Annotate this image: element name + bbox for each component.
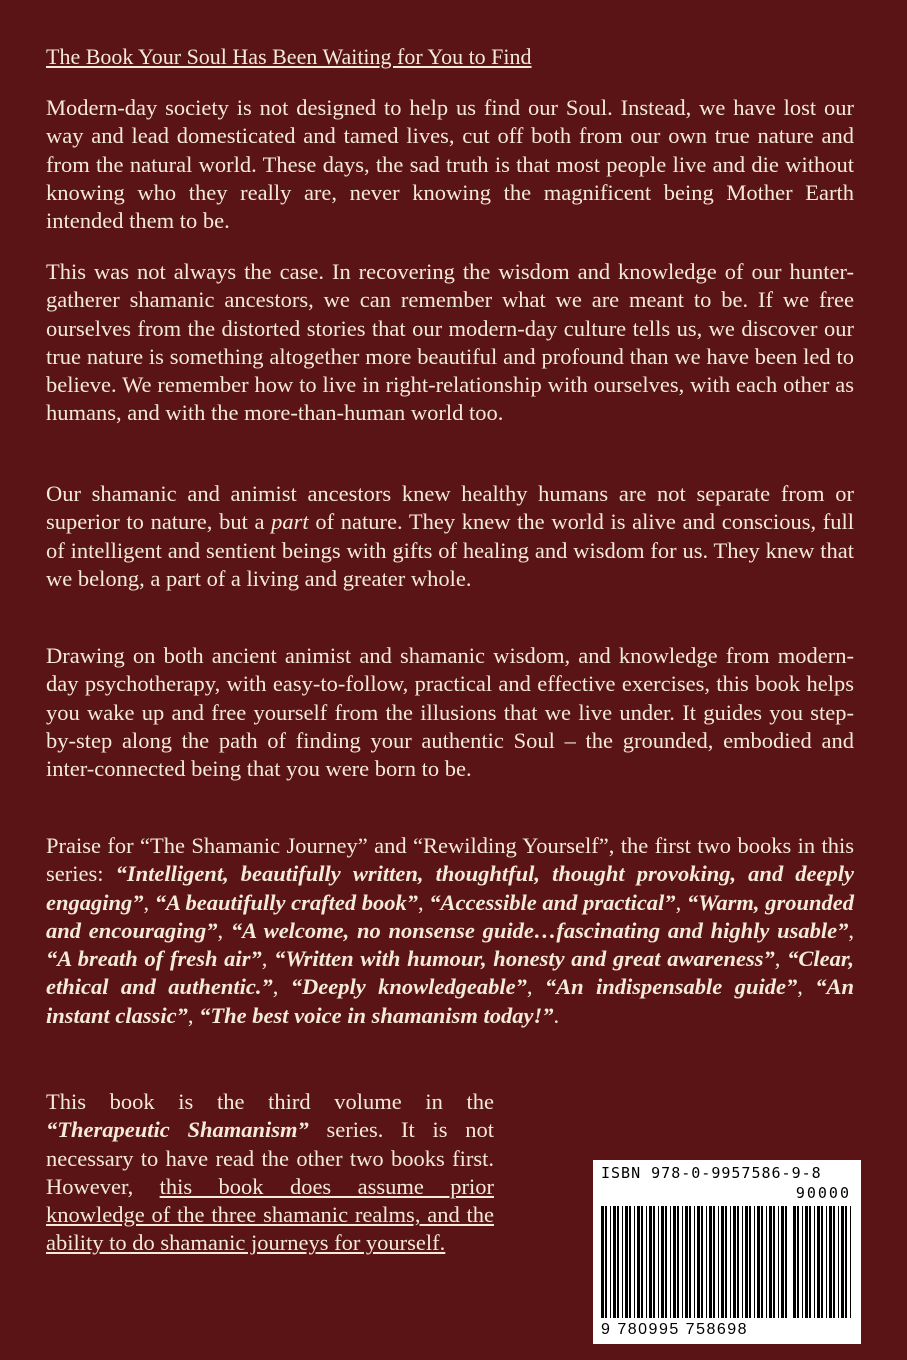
barcode-addon-bars — [793, 1206, 851, 1318]
barcode-bar — [814, 1206, 815, 1318]
barcode-bar — [817, 1206, 820, 1318]
paragraph-ancestors: This was not always the case. In recovering the wisdom and knowledge of our hunter-gatherer shamanic ancestors, we can remember what we are meant to be. If we free ourselves from the distorted stories that our modern-day culture tells us, we discover our true nature is something altogether more beautiful and profound than we have been led to believe. We remember how to live in right-relationship with ourselves, with each other as humans, and with the more-than-human world too. — [46, 259, 854, 426]
barcode-bar — [749, 1206, 751, 1318]
barcode-bar — [733, 1206, 736, 1318]
isbn-label: ISBN 978-0-9957586-9-8 — [601, 1164, 822, 1182]
praise-separator: . — [553, 1002, 560, 1028]
barcode-bar — [769, 1206, 772, 1318]
praise-quote: “Written with humour, honesty and great awareness” — [274, 946, 775, 972]
praise-separator: , — [774, 946, 788, 972]
barcode-bar — [821, 1206, 823, 1318]
barcode-bar — [709, 1206, 712, 1318]
barcode-bar — [629, 1206, 631, 1318]
barcode-bar — [742, 1206, 743, 1318]
praise-quote: “A beautifully crafted book” — [154, 889, 418, 915]
paragraph-book-summary: Drawing on both ancient animist and shamanic wisdom, and knowledge from modern-day psychotherapy, with easy-to-follow, practical and effective exercises, this book helps you wake up and free yourself from the illusions that we live under. It guides you step-by-step along the path of finding your authentic Soul – the grounded, embodied and inter-connected being that you were born to be. — [46, 643, 854, 782]
praise-separator: , — [217, 917, 231, 943]
barcode-bar — [641, 1206, 643, 1318]
barcode-bar — [718, 1206, 719, 1318]
paragraph-intro: Modern-day society is not designed to help us find our Soul. Instead, we have lost our way and lead domesticated and tamed lives, cut off both from our own true nature and from the natural world. These days, the sad truth is that most people live and die without knowing who they really are, never knowing the magnificent being Mother Earth intended them to be. — [46, 95, 854, 234]
price-code: 90000 — [795, 1184, 851, 1202]
barcode-bar — [613, 1206, 616, 1318]
barcode-bar — [773, 1206, 775, 1318]
praise-separator: , — [418, 889, 430, 915]
praise-quote: “A welcome, no nonsense guide…fascinating and highly usable” — [230, 917, 849, 943]
p3-after: of nature. They knew the world is alive and conscious, full of intelligent and sentient beings with gifts of healing and wisdom for us. They knew that we belong, a part of a living and greater whole. — [46, 509, 855, 591]
paragraph-praise — [46, 832, 854, 1030]
barcode-bar — [829, 1206, 832, 1318]
barcode-bar — [754, 1206, 755, 1318]
barcode-bar — [761, 1206, 763, 1318]
barcode-bars — [601, 1206, 787, 1318]
page-title: The Book Your Soul Has Been Waiting for You to Find — [46, 44, 532, 69]
barcode-bar — [617, 1206, 619, 1318]
praise-quote: “An instant classic” — [46, 974, 855, 1028]
barcode-bar — [757, 1206, 760, 1318]
barcode-bar — [809, 1206, 811, 1318]
barcode-bar — [658, 1206, 659, 1318]
barcode-bar — [605, 1206, 607, 1318]
barcode-bar — [781, 1206, 784, 1318]
barcode-bar — [838, 1206, 839, 1318]
praise-separator: , — [526, 974, 545, 1000]
barcode-bar — [725, 1206, 727, 1318]
barcode-bar — [778, 1206, 779, 1318]
isbn-digits: 9 780995 758698 — [601, 1321, 749, 1338]
barcode-bar — [745, 1206, 748, 1318]
barcode-bar — [637, 1206, 640, 1318]
barcode-bar — [646, 1206, 647, 1318]
barcode-bar — [841, 1206, 844, 1318]
barcode-bar — [685, 1206, 688, 1318]
barcode-bar — [697, 1206, 700, 1318]
barcode-bar — [730, 1206, 731, 1318]
praise-quote: “Warm, grounded and encouraging” — [46, 889, 854, 943]
barcode-bar — [622, 1206, 623, 1318]
barcode-bar — [793, 1206, 796, 1318]
volume-b: series. It is not necessary to have read the other two books first. However, — [46, 1117, 494, 1199]
barcode-bar — [682, 1206, 683, 1318]
p3-before: Our shamanic and animist ancestors knew healthy humans are not separate from or superior to nature, but a — [46, 481, 854, 535]
barcode-bar — [766, 1206, 767, 1318]
praise-quotes — [46, 861, 854, 1027]
praise-quote: “The best voice in shamanism today!” — [199, 1002, 554, 1028]
barcode-bar — [701, 1206, 703, 1318]
series-title: “Therapeutic Shamanism” — [46, 1117, 309, 1143]
praise-separator: , — [261, 946, 275, 972]
barcode-bar — [673, 1206, 676, 1318]
prerequisite-note: this book does assume prior knowledge of the three shamanic realms, and the ability to do shamanic journeys for yourself. — [46, 1173, 494, 1256]
praise-separator: , — [187, 1002, 200, 1028]
praise-quote: “An indispensable guide” — [544, 974, 798, 1000]
barcode-bar — [610, 1206, 611, 1318]
barcode-bar — [850, 1206, 851, 1318]
praise-quote: “A breath of fresh air” — [46, 946, 262, 972]
barcode-bar — [805, 1206, 808, 1318]
barcode-bar — [661, 1206, 664, 1318]
barcode-bar — [649, 1206, 652, 1318]
paragraph-series-note — [46, 1088, 494, 1258]
barcode-bar — [706, 1206, 707, 1318]
p3-emphasis: part — [271, 509, 309, 535]
volume-a: This book is the third volume in the — [46, 1089, 494, 1114]
barcode-bar — [737, 1206, 739, 1318]
barcode-bar — [785, 1206, 787, 1318]
barcode-bar — [634, 1206, 635, 1318]
praise-separator: , — [848, 917, 854, 943]
praise-separator: , — [797, 974, 816, 1000]
barcode-bar — [802, 1206, 803, 1318]
barcode-bar — [797, 1206, 799, 1318]
praise-quote: “Accessible and practical” — [429, 889, 676, 915]
barcode-bar — [601, 1206, 604, 1318]
barcode-bar — [713, 1206, 715, 1318]
barcode-bar — [665, 1206, 667, 1318]
paragraph-nature — [46, 480, 854, 593]
barcode-bar — [833, 1206, 835, 1318]
praise-quote: “Deeply knowledgeable” — [290, 974, 527, 1000]
barcode-bar — [826, 1206, 827, 1318]
barcode-bar — [625, 1206, 628, 1318]
praise-separator: , — [272, 974, 291, 1000]
praise-separator: , — [143, 889, 155, 915]
barcode-bar — [670, 1206, 671, 1318]
praise-intro: Praise for “The Shamanic Journey” and “Rewilding Yourself”, the first two books in this series: — [46, 833, 854, 887]
barcode-bar — [845, 1206, 847, 1318]
isbn-barcode — [593, 1160, 861, 1344]
praise-separator: , — [675, 889, 687, 915]
barcode-bar — [694, 1206, 695, 1318]
praise-quote: “Intelligent, beautifully written, thoughtful, thought provoking, and deeply engaging” — [46, 861, 854, 915]
barcode-bar — [689, 1206, 691, 1318]
praise-quote: “Clear, ethical and authentic.” — [46, 946, 855, 1000]
barcode-bar — [721, 1206, 724, 1318]
barcode-bar — [677, 1206, 679, 1318]
barcode-bar — [653, 1206, 655, 1318]
